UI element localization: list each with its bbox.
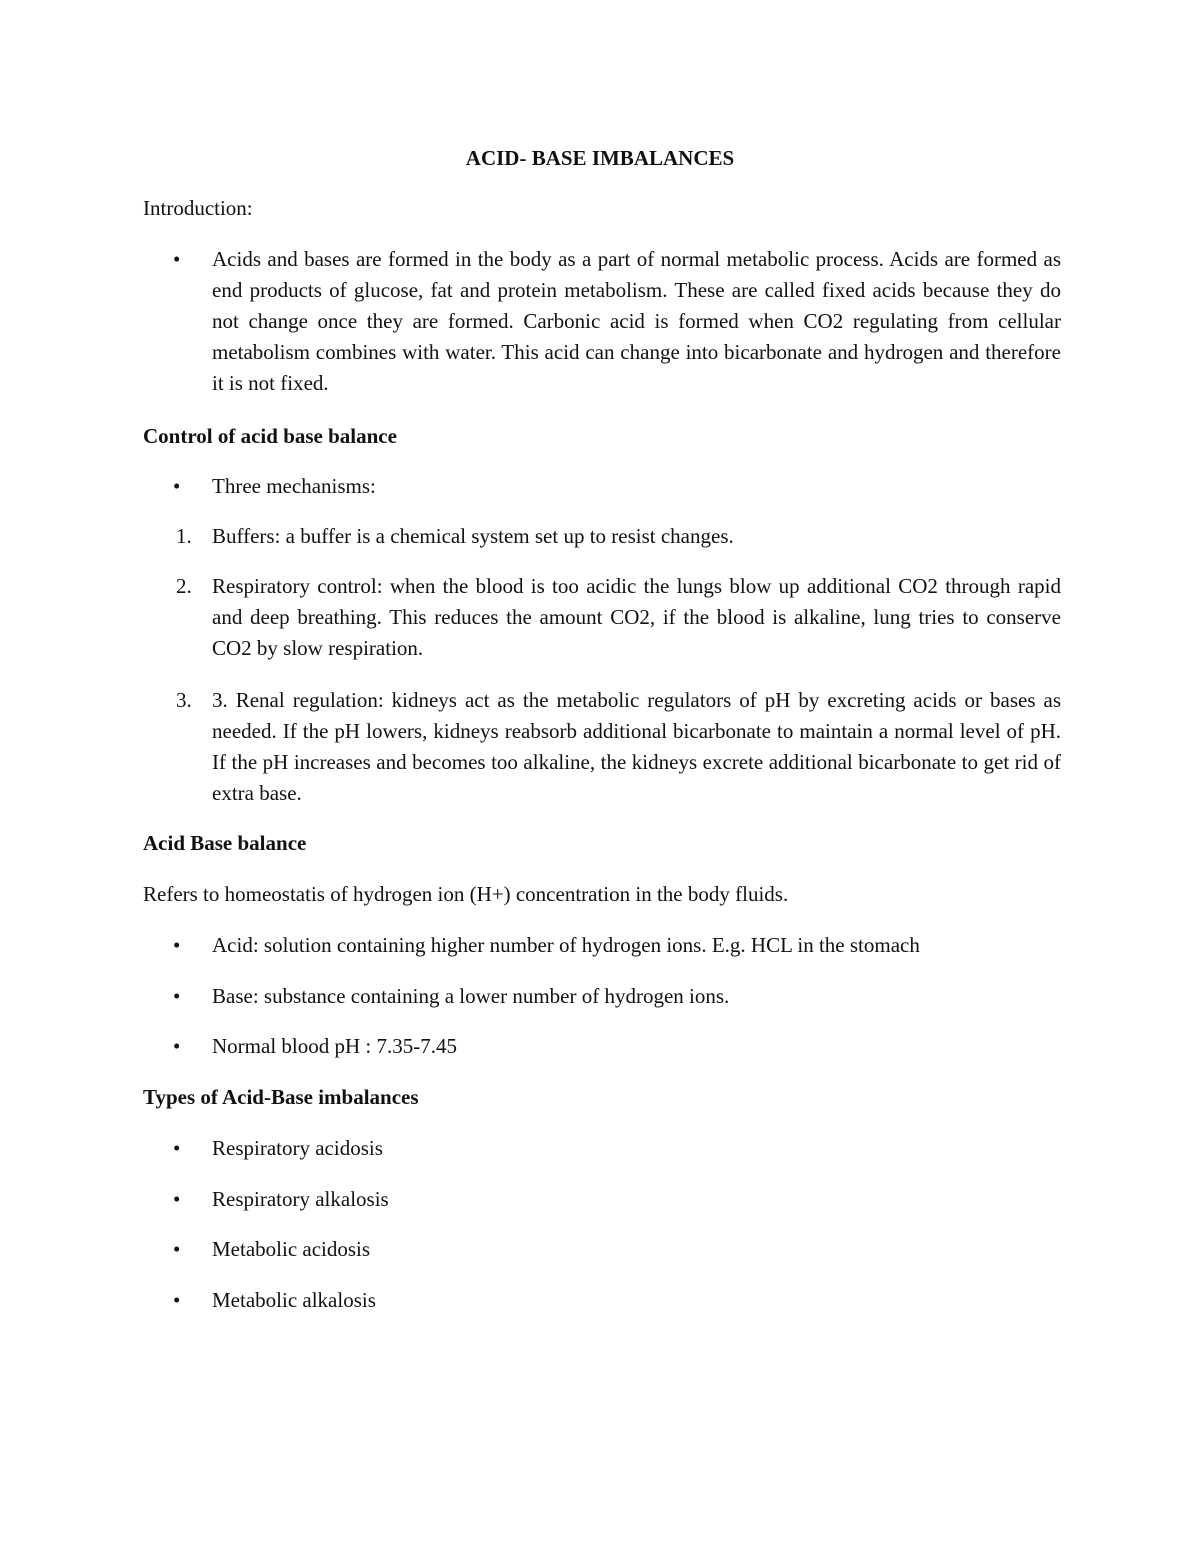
types-bullet [143, 1234, 1061, 1265]
item-number: 1. [176, 524, 192, 548]
bullet-marker: • [173, 1136, 181, 1160]
control-bullet [143, 471, 1061, 502]
types-bullet [143, 1133, 1061, 1164]
bullet-marker: • [173, 933, 181, 957]
numbered-item [143, 685, 1061, 809]
balance-bullet-text: Base: substance containing a lower number of hydrogen ions. [212, 984, 730, 1008]
balance-bullet-text: Normal blood pH : 7.35-7.45 [212, 1034, 457, 1058]
introduction-bullet-text: Acids and bases are formed in the body as a part of normal metabolic process. Acids are formed as end products of glucose, fat and protein metabolism. These are called fixed acids because they do not change once they are formed. Carbonic acid is formed when CO2 regulating from cellular metabolism combines with water. This acid can change into bicarbonate and hydrogen and therefore it is not fixed. [212, 247, 1061, 395]
balance-bullet [143, 1031, 1061, 1062]
numbered-item-text: Buffers: a buffer is a chemical system set up to resist changes. [212, 524, 734, 548]
balance-bullet-text: Acid: solution containing higher number of hydrogen ions. E.g. HCL in the stomach [212, 933, 920, 957]
bullet-marker: • [173, 984, 181, 1008]
numbered-item-text: Respiratory control: when the blood is too acidic the lungs blow up additional CO2 through rapid and deep breathing. This reduces the amount CO2, if the blood is alkaline, lung tries to conserve CO2 by slow respiration. [212, 574, 1061, 660]
item-number: 2. [176, 574, 192, 598]
numbered-item [143, 571, 1061, 664]
item-number: 3. [176, 688, 192, 712]
types-bullet-text: Metabolic alkalosis [212, 1288, 376, 1312]
balance-intro: Refers to homeostatis of hydrogen ion (H+) concentration in the body fluids. [143, 882, 789, 906]
bullet-marker: • [173, 1187, 181, 1211]
types-bullet [143, 1285, 1061, 1316]
types-bullet-text: Respiratory alkalosis [212, 1187, 389, 1211]
bullet-marker: • [173, 1288, 181, 1312]
bullet-marker: • [173, 247, 181, 271]
introduction-label: Introduction: [143, 196, 253, 220]
numbered-item-text: 3. Renal regulation: kidneys act as the metabolic regulators of pH by excreting acids or bases as needed. If the pH lowers, kidneys reabsorb additional bicarbonate to maintain a normal level of pH. If the pH increases and becomes too alkaline, the kidneys excrete additional bicarbonate to get rid of extra base. [212, 688, 1061, 805]
types-heading: Types of Acid-Base imbalances [143, 1085, 419, 1109]
types-bullet [143, 1184, 1061, 1215]
bullet-marker: • [173, 1034, 181, 1058]
document-title: ACID- BASE IMBALANCES [465, 146, 735, 170]
bullet-marker: • [173, 1237, 181, 1261]
control-bullet-text: Three mechanisms: [212, 474, 376, 498]
balance-bullet [143, 981, 1061, 1012]
bullet-marker: • [173, 474, 181, 498]
introduction-bullet [143, 244, 1061, 399]
types-bullet-text: Respiratory acidosis [212, 1136, 383, 1160]
types-bullet-text: Metabolic acidosis [212, 1237, 371, 1261]
control-heading: Control of acid base balance [143, 424, 397, 448]
balance-heading: Acid Base balance [143, 831, 307, 855]
balance-bullet [143, 930, 1061, 961]
numbered-item [143, 521, 1061, 552]
